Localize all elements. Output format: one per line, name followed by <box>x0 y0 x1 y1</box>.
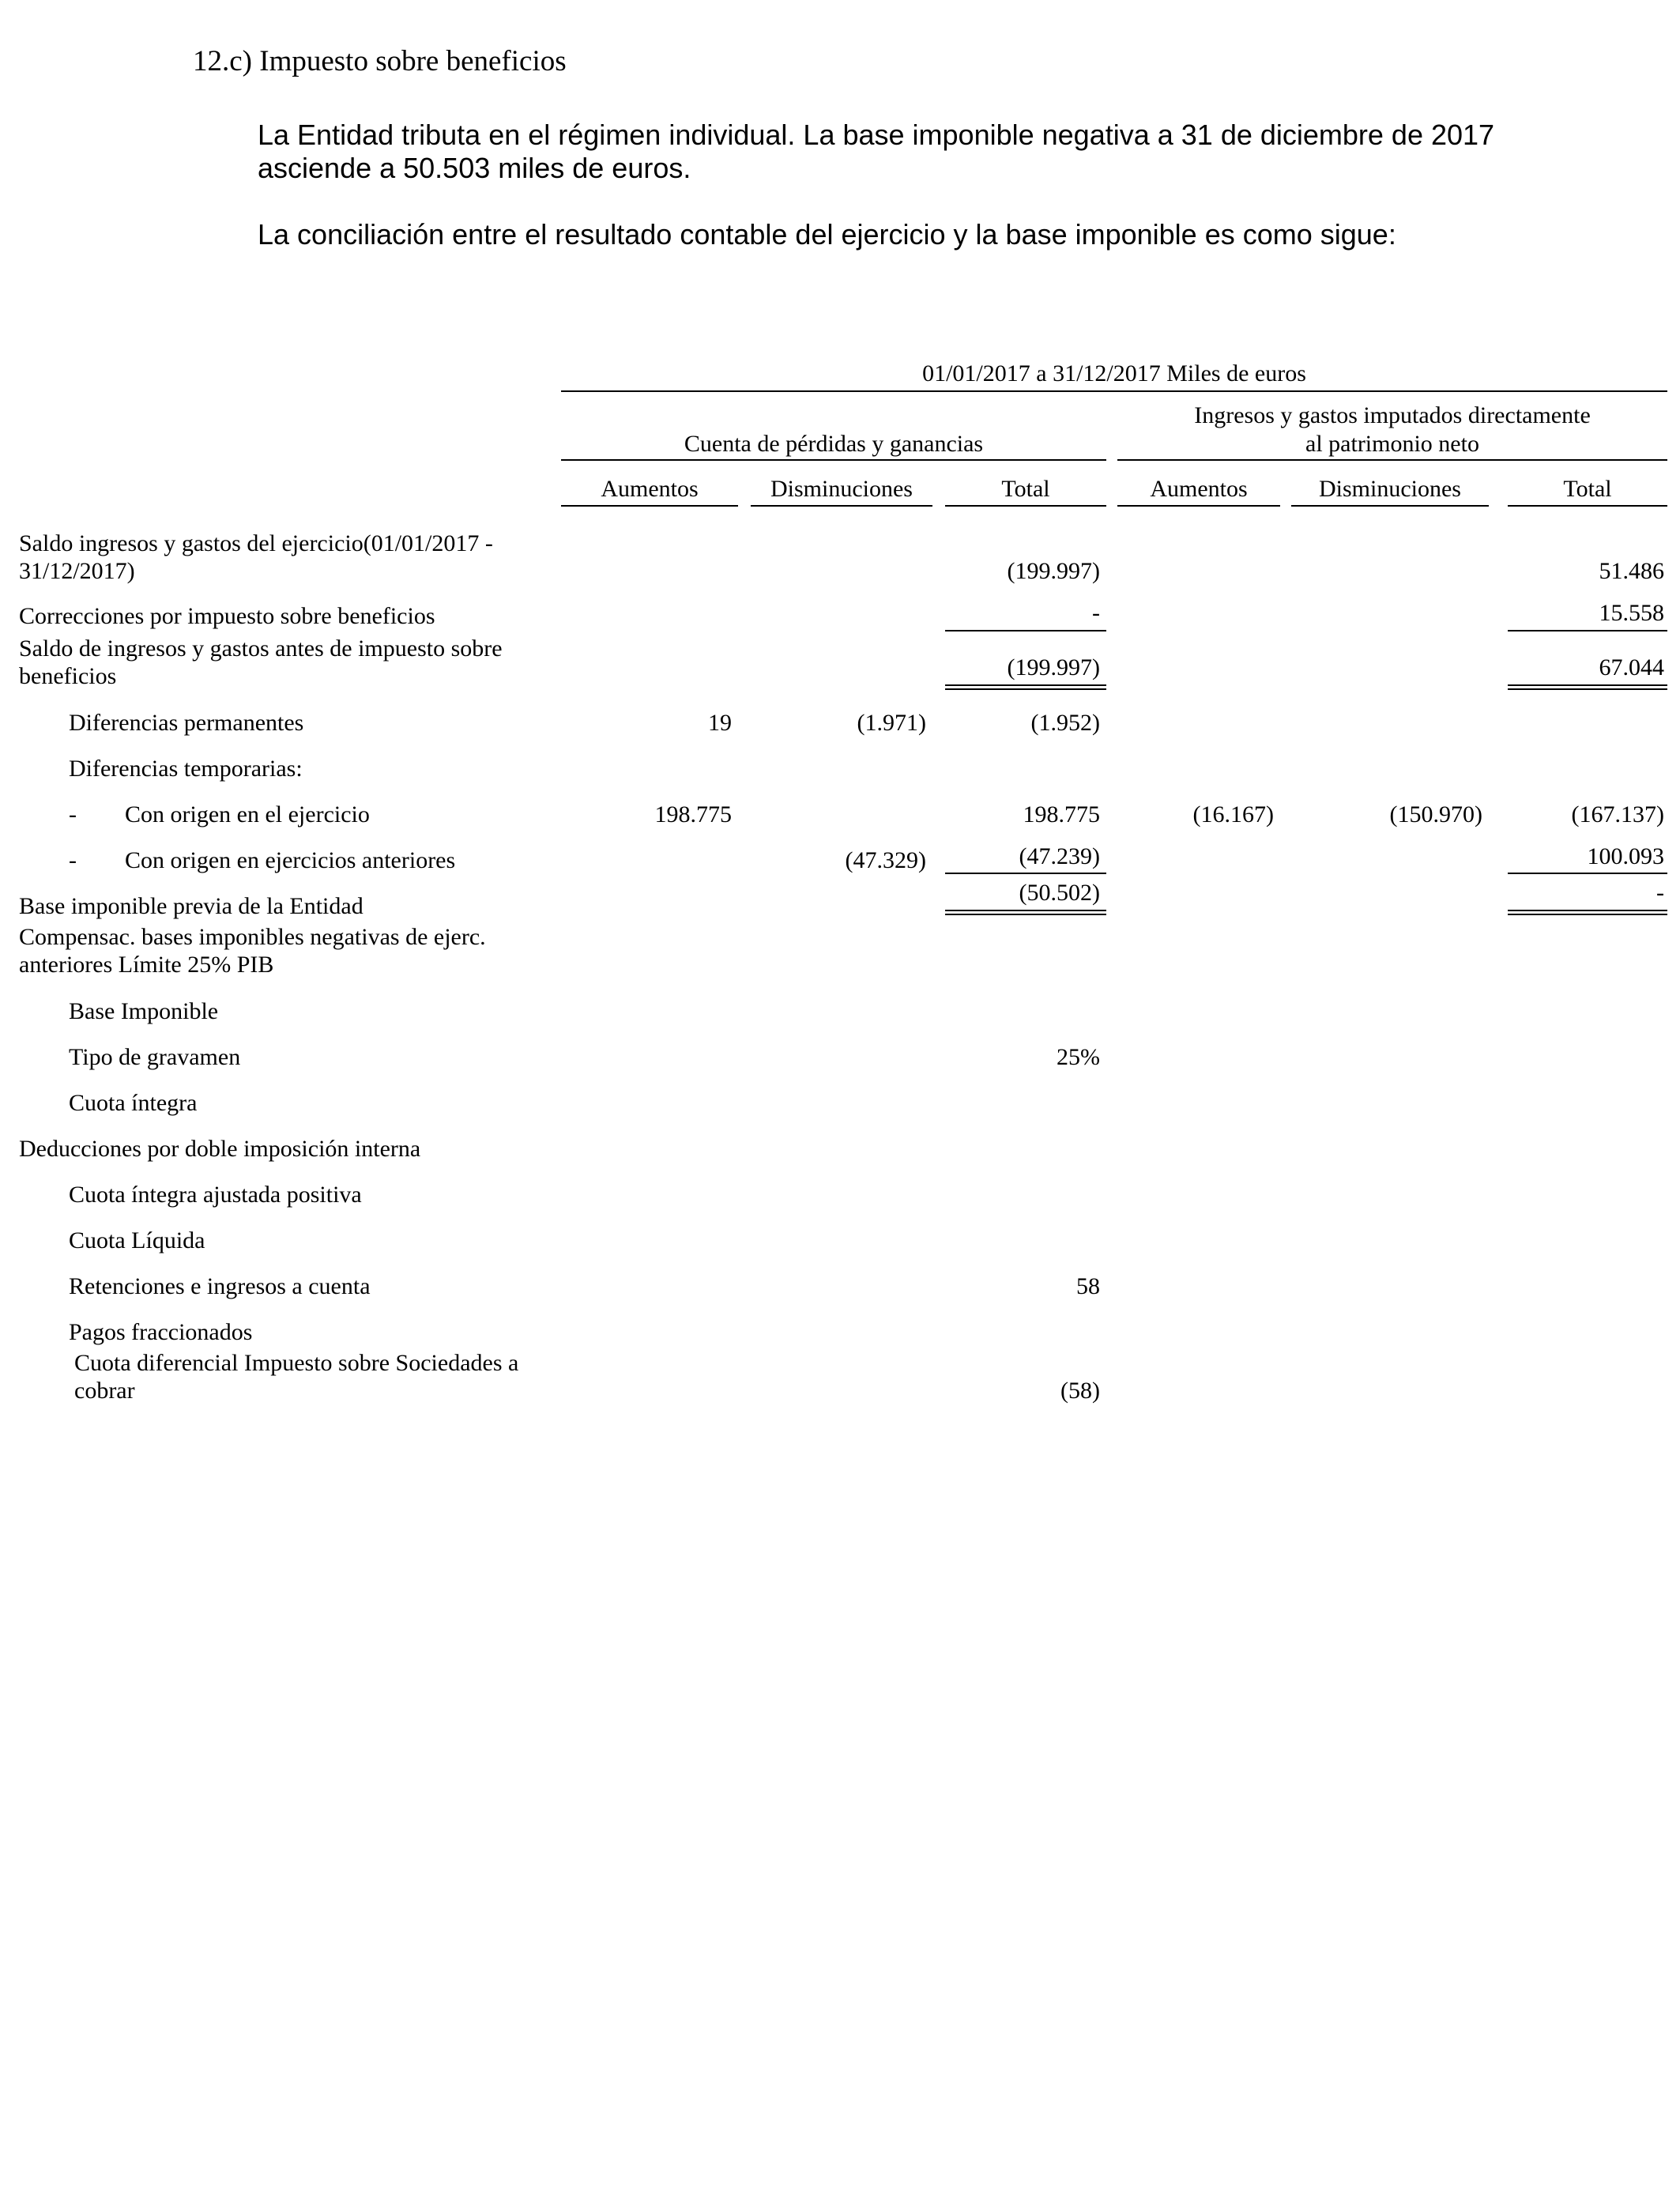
cell-pyg-total: (47.239) <box>1019 843 1100 869</box>
subtotal-rule <box>945 630 1106 631</box>
cell-pyg-total: (199.997) <box>1007 654 1100 680</box>
cell-pyg-total: (199.997) <box>1007 558 1100 584</box>
group-rule-patrimonio <box>1117 459 1667 461</box>
group-header-patrimonio-2: al patrimonio neto <box>1305 431 1479 457</box>
row-label: Saldo de ingresos y gastos antes de impuesto sobre <box>19 635 503 662</box>
row-label: Base imponible previa de la Entidad <box>19 893 363 919</box>
total-double-rule <box>1508 910 1667 915</box>
section-heading: 12.c) Impuesto sobre beneficios <box>193 45 567 77</box>
row-label: Cuota íntegra <box>69 1090 198 1116</box>
cell-pn-total: (167.137) <box>1571 801 1664 827</box>
total-double-rule <box>945 910 1106 915</box>
cell-pyg-total: (1.952) <box>1030 710 1100 736</box>
cell-pn-total: 15.558 <box>1599 600 1664 626</box>
row-label: Cuota íntegra ajustada positiva <box>69 1182 362 1208</box>
column-rule <box>1291 505 1489 507</box>
row-label: Con origen en el ejercicio <box>125 801 370 827</box>
column-header-pn-total: Total <box>1563 476 1612 502</box>
cell-pyg-total: 25% <box>1057 1044 1100 1070</box>
column-header-pyg-aumentos: Aumentos <box>601 476 699 502</box>
cell-pn-total: - <box>1656 880 1664 906</box>
cell-pn-total: 67.044 <box>1599 654 1664 680</box>
cell-pyg-total: (58) <box>1060 1378 1100 1404</box>
row-label: Saldo ingresos y gastos del ejercicio(01/01/2017 - <box>19 530 493 556</box>
column-rule <box>1117 505 1280 507</box>
column-rule <box>751 505 932 507</box>
total-double-rule <box>945 684 1106 690</box>
group-header-pyg: Cuenta de pérdidas y ganancias <box>684 431 984 457</box>
row-label: cobrar <box>74 1378 135 1404</box>
subtotal-rule <box>945 873 1106 874</box>
cell-pyg-disminuciones: (1.971) <box>857 710 926 736</box>
cell-pn-aumentos: (16.167) <box>1192 801 1274 827</box>
period-header: 01/01/2017 a 31/12/2017 Miles de euros <box>922 360 1306 386</box>
row-label: Retenciones e ingresos a cuenta <box>69 1273 371 1299</box>
header-rule <box>561 390 1667 392</box>
column-rule <box>1508 505 1667 507</box>
row-label: Deducciones por doble imposición interna <box>19 1136 421 1162</box>
cell-pyg-total: (50.502) <box>1019 880 1100 906</box>
group-header-patrimonio-1: Ingresos y gastos imputados directamente <box>1194 402 1591 428</box>
intro-sentence: La conciliación entre el resultado contable del ejercicio y la base imponible es como sigue: <box>258 218 1396 251</box>
row-label: beneficios <box>19 663 117 689</box>
cell-pn-total: 51.486 <box>1599 558 1664 584</box>
row-label: Compensac. bases imponibles negativas de ejerc. <box>19 924 486 950</box>
intro-paragraph: La Entidad tributa en el régimen individual. La base imponible negativa a 31 de diciembre de 2017 asciende a 50.503 miles de euros. <box>258 119 1495 184</box>
column-header-pyg-total: Total <box>1001 476 1050 502</box>
row-label: Correcciones por impuesto sobre beneficios <box>19 603 435 629</box>
row-label: Diferencias temporarias: <box>69 756 303 782</box>
cell-pyg-aumentos: 19 <box>708 710 732 736</box>
cell-pyg-total: - <box>1092 600 1100 626</box>
row-label: anteriores Límite 25% PIB <box>19 952 274 978</box>
row-label: Diferencias permanentes <box>69 710 304 736</box>
row-dash: - <box>69 847 77 873</box>
row-label: 31/12/2017) <box>19 558 135 584</box>
row-label: Cuota Líquida <box>69 1227 205 1253</box>
row-label: Cuota diferencial Impuesto sobre Sociedades a <box>74 1350 519 1376</box>
column-header-pn-disminuciones: Disminuciones <box>1319 476 1461 502</box>
row-label: Base Imponible <box>69 998 219 1024</box>
cell-pn-disminuciones: (150.970) <box>1389 801 1482 827</box>
total-double-rule <box>1508 684 1667 690</box>
column-rule <box>945 505 1106 507</box>
row-label: Pagos fraccionados <box>69 1319 253 1345</box>
cell-pn-total: 100.093 <box>1587 843 1664 869</box>
row-label: Con origen en ejercicios anteriores <box>125 847 456 873</box>
row-dash: - <box>69 801 77 827</box>
row-label: Tipo de gravamen <box>69 1044 241 1070</box>
cell-pyg-aumentos: 198.775 <box>654 801 732 827</box>
cell-pyg-disminuciones: (47.329) <box>845 847 926 873</box>
cell-pyg-total: 58 <box>1076 1273 1100 1299</box>
cell-pyg-total: 198.775 <box>1023 801 1100 827</box>
column-header-pyg-disminuciones: Disminuciones <box>770 476 913 502</box>
group-rule-pyg <box>561 459 1106 461</box>
subtotal-rule <box>1508 873 1667 874</box>
subtotal-rule <box>1508 630 1667 631</box>
column-header-pn-aumentos: Aumentos <box>1150 476 1248 502</box>
column-rule <box>561 505 738 507</box>
